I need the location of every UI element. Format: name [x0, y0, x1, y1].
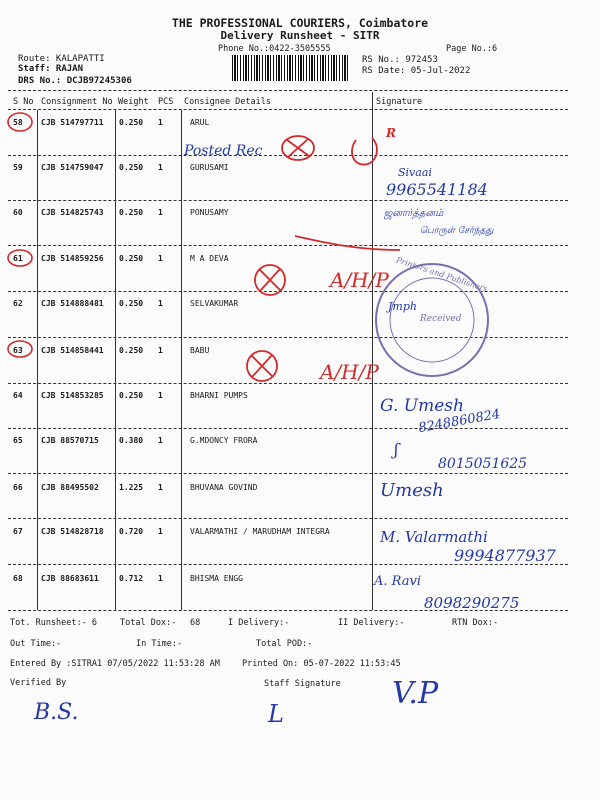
row-weight: 0.712	[119, 574, 144, 583]
cross-mark-58	[282, 136, 314, 160]
col-consignee: Consignee Details	[184, 97, 271, 107]
row-consignment: CJB 514825743	[41, 208, 104, 217]
handwritten-mark-58: R	[386, 126, 396, 140]
scribble-mark-58	[352, 138, 377, 165]
col-weight: Weight	[118, 97, 149, 107]
row-weight: 1.225	[119, 483, 144, 492]
phone-68: 8098290275	[424, 594, 520, 612]
runsheet-subtitle: Delivery Runsheet - SITR	[220, 29, 380, 42]
row-consignee: VALARMATHI / MARUDHAM INTEGRA	[190, 527, 330, 536]
row-sno: 68	[13, 574, 23, 583]
row-consignee: G.MDONCY FRORA	[190, 436, 258, 445]
phone-number: Phone No.:0422-3505555	[218, 44, 331, 54]
row-consignee: BHISMA ENGG	[190, 574, 243, 583]
col-signature: Signature	[376, 97, 423, 107]
i-delivery: I Delivery:-	[228, 618, 290, 628]
printed-on: Printed On: 05-07-2022 11:53:45	[242, 659, 401, 669]
row-sno: 63	[13, 346, 23, 355]
row-pcs: 1	[158, 483, 163, 492]
row-sno: 61	[13, 254, 23, 263]
row-consignment: CJB 88683611	[41, 574, 99, 583]
row-sno: 59	[13, 163, 23, 172]
col-sno: S No	[13, 97, 34, 107]
row-pcs: 1	[158, 574, 163, 583]
row-pcs: 1	[158, 208, 163, 217]
row-pcs: 1	[158, 346, 163, 355]
row-consignment: CJB 514759047	[41, 163, 104, 172]
phone-65: 8015051625	[438, 456, 528, 472]
row-consignee: M A DEVA	[190, 254, 229, 263]
row-sno: 62	[13, 299, 23, 308]
row-consignment: CJB 514888481	[41, 299, 104, 308]
row-consignment: CJB 514858441	[41, 346, 104, 355]
cross-mark-63	[247, 351, 277, 381]
handwritten-posted: Posted Rec	[184, 143, 263, 159]
signature-66: Umesh	[380, 480, 444, 501]
row-consignment: CJB 88495502	[41, 483, 99, 492]
signature-62: Jmph	[388, 300, 417, 313]
tamil-sign-60a: ஜனார்த்தனம்	[384, 208, 444, 219]
signature-59: Sivaai	[398, 166, 432, 179]
rs-date: RS Date: 05-Jul-2022	[362, 66, 471, 76]
row-pcs: 1	[158, 436, 163, 445]
tamil-sign-60b: பொருள் சேர்ந்தது	[420, 226, 494, 236]
row-weight: 0.250	[119, 391, 144, 400]
row-sno: 65	[13, 436, 23, 445]
col-consignment: Consignment No	[41, 97, 113, 107]
row-pcs: 1	[158, 299, 163, 308]
staff-label: Staff: RAJAN	[18, 64, 84, 74]
signature-64: G. Umesh	[380, 396, 464, 416]
total-runsheet: Tot. Runsheet:- 6	[10, 618, 97, 628]
verifier-signature: B.S.	[34, 700, 79, 725]
row-consignee: BHUVANA GOVIND	[190, 483, 258, 492]
rtn-dox: RTN Dox:-	[452, 618, 499, 628]
row-weight: 0.250	[119, 163, 144, 172]
staff-signature-label: Staff Signature	[264, 679, 341, 689]
row-pcs: 1	[158, 391, 163, 400]
row-consignment: CJB 514797711	[41, 118, 104, 127]
officer-signature: V.P	[392, 676, 439, 711]
row-sno: 67	[13, 527, 23, 536]
phone-59: 9965541184	[386, 180, 488, 199]
row-consignee: BHARNI PUMPS	[190, 391, 248, 400]
row-consignment: CJB 514859256	[41, 254, 104, 263]
phone-64: 8248860824	[417, 406, 502, 437]
total-pod: Total POD:-	[256, 639, 313, 649]
row-weight: 0.380	[119, 436, 144, 445]
drs-number: DRS No.: DCJB97245306	[18, 76, 132, 86]
row-weight: 0.250	[119, 208, 144, 217]
row-consignee: GURUSAMI	[190, 163, 229, 172]
strike-line-60	[295, 236, 400, 250]
row-weight: 0.250	[119, 346, 144, 355]
out-time: Out Time:-	[10, 639, 62, 649]
row-consignment: CJB 514828718	[41, 527, 104, 536]
verified-by: Verified By	[10, 678, 67, 688]
row-consignment: CJB 88570715	[41, 436, 99, 445]
row-pcs: 1	[158, 118, 163, 127]
staff-signature: L	[268, 700, 284, 728]
cross-mark-61	[255, 265, 285, 295]
row-consignee: PONUSAMY	[190, 208, 229, 217]
row-sno: 60	[13, 208, 23, 217]
circle-mark-63	[8, 341, 32, 357]
total-dox-value: 68	[190, 618, 201, 628]
row-pcs: 1	[158, 163, 163, 172]
route-label: Route: KALAPATTI	[18, 54, 105, 64]
signature-68: A. Ravi	[374, 574, 421, 589]
circle-mark-61	[8, 250, 32, 266]
row-sno: 64	[13, 391, 23, 400]
row-sno: 66	[13, 483, 23, 492]
entered-by: Entered By :SITRA1 07/05/2022 11:53:28 AM	[10, 659, 220, 669]
row-consignee: SELVAKUMAR	[190, 299, 239, 308]
col-pcs: PCS	[158, 97, 174, 107]
signature-67: M. Valarmathi	[380, 528, 488, 546]
row-weight: 0.250	[119, 254, 144, 263]
ahp-mark-61: A/H/P	[330, 268, 389, 292]
signature-65: ʃ	[394, 440, 399, 459]
stamp-text: Printers and Publishers	[394, 255, 489, 294]
stamp-received: Received	[420, 314, 462, 324]
row-consignee: BABU	[190, 346, 210, 355]
ii-delivery: II Delivery:-	[338, 618, 405, 628]
row-weight: 0.250	[119, 299, 144, 308]
row-weight: 0.250	[119, 118, 144, 127]
phone-67: 9994877937	[454, 546, 556, 565]
page-number: Page No.:6	[446, 44, 498, 54]
ahp-mark-63: A/H/P	[320, 360, 379, 384]
total-dox-label: Total Dox:-	[120, 618, 177, 628]
row-pcs: 1	[158, 254, 163, 263]
row-pcs: 1	[158, 527, 163, 536]
row-sno: 58	[13, 118, 23, 127]
row-consignment: CJB 514853285	[41, 391, 104, 400]
circle-mark-58	[8, 113, 32, 131]
in-time: In Time:-	[136, 639, 183, 649]
row-consignee: ARUL	[190, 118, 210, 127]
row-weight: 0.720	[119, 527, 144, 536]
company-title: THE PROFESSIONAL COURIERS, Coimbatore	[171, 16, 429, 30]
rs-number: RS No.: 972453	[362, 55, 438, 65]
